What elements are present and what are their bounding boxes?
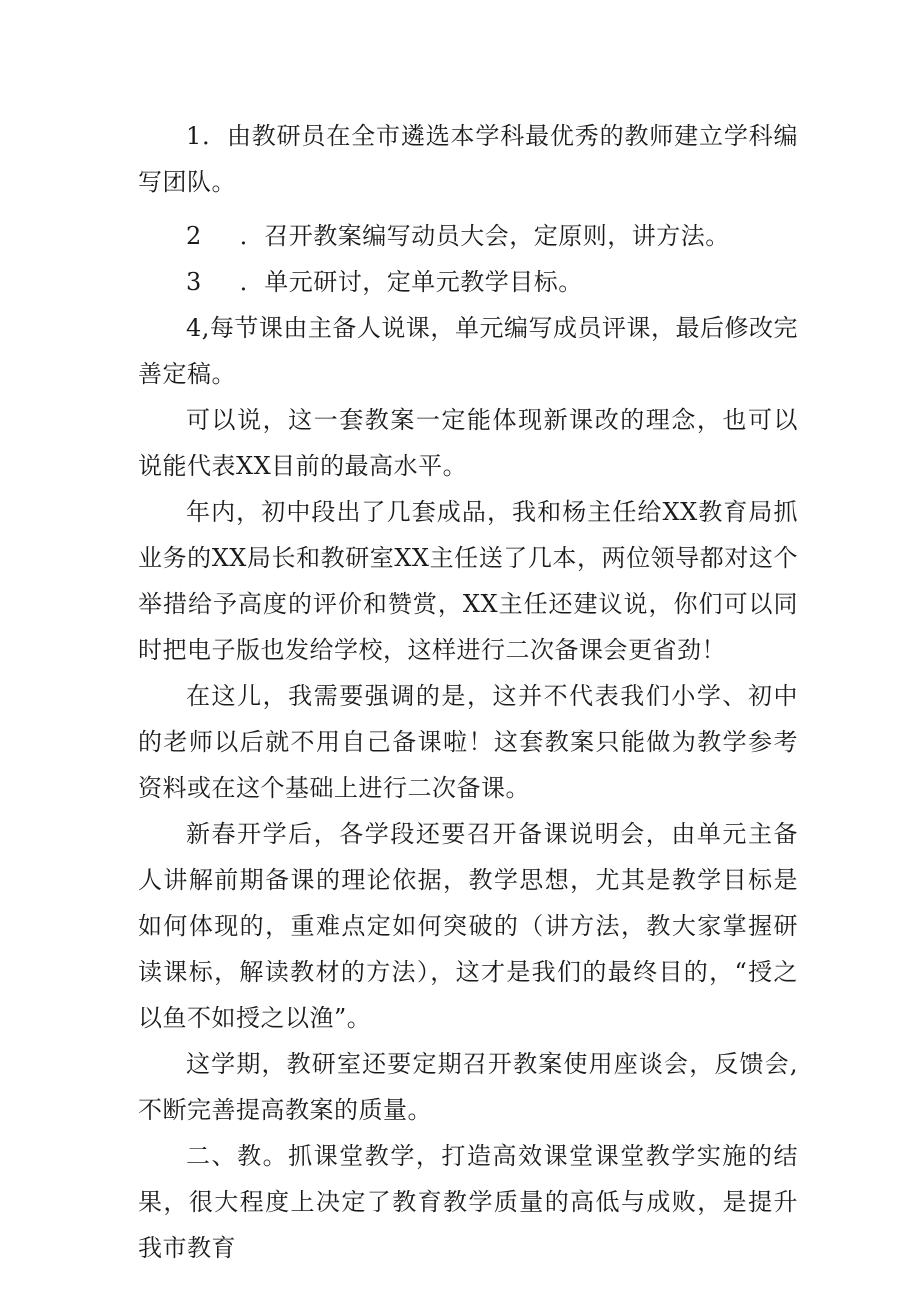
paragraph-2 (138, 213, 798, 259)
list-number: 1 (186, 122, 202, 150)
paragraph-3 (138, 259, 798, 305)
paragraph-text: 二、教。抓课堂教学，打造高效课堂课堂教学实施的结果，很大程度上决定了教育教学质量的高低与成败，是提升我市教育 (138, 1142, 798, 1262)
paragraph-5 (138, 397, 798, 489)
paragraph-8 (138, 811, 798, 1041)
document-body (138, 113, 798, 1271)
paragraph-text: 可以说，这一套教案一定能体现新课改的理念，也可以说能代表XX目前的最高水平。 (138, 406, 798, 480)
paragraph-6 (138, 489, 798, 673)
paragraph-1 (138, 113, 798, 205)
paragraph-7 (138, 673, 798, 811)
paragraph-9 (138, 1041, 798, 1133)
paragraph-text: 新春开学后，各学段还要召开备课说明会，由单元主备人讲解前期备课的理论依据，教学思想，尤其是教学目标是如何体现的，重难点定如何突破的（讲方法，教大家掌握研读课标，解读教材的方法），这才是我们的最终目的，“授之以鱼不如授之以渔”。 (138, 820, 798, 1032)
paragraph-text: ．召开教案编写动员大会，定原则，讲方法。 (239, 222, 730, 250)
paragraph-text: ．由教研员在全市遴选本学科最优秀的教师建立学科编写团队。 (138, 122, 798, 196)
paragraph-10 (138, 1133, 798, 1271)
list-number: 2 (186, 222, 202, 250)
paragraph-4 (138, 305, 798, 397)
paragraph-text: 在这儿，我需要强调的是，这并不代表我们小学、初中的老师以后就不用自己备课啦！这套教案只能做为教学参考资料或在这个基础上进行二次备课。 (138, 682, 798, 802)
paragraph-text: 这学期，教研室还要定期召开教案使用座谈会，反馈会,不断完善提高教案的质量。 (138, 1050, 798, 1124)
paragraph-text: 4,每节课由主备人说课，单元编写成员评课，最后修改完善定稿。 (138, 314, 798, 388)
paragraph-text: ．单元研讨，定单元教学目标。 (239, 268, 583, 296)
paragraph-text: 年内，初中段出了几套成品，我和杨主任给XX教育局抓业务的XX局长和教研室XX主任送了几本，两位领导都对这个举措给予高度的评价和赞赏，XX主任还建议说，你们可以同时把电子版也发给学校，这样进行二次备课会更省劲！ (138, 498, 798, 664)
list-number: 3 (186, 268, 202, 296)
